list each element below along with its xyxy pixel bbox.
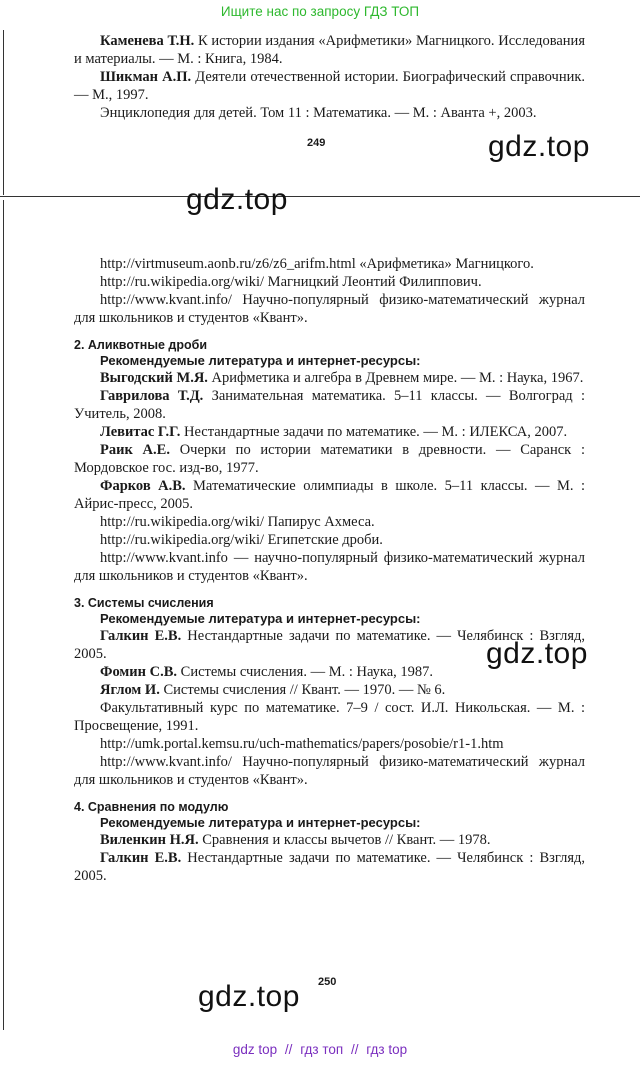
watermark: gdz.top bbox=[488, 130, 590, 163]
intro-reference-list bbox=[74, 255, 585, 327]
reference-entry bbox=[74, 369, 585, 387]
reference-author: Каменева Т.Н. bbox=[100, 33, 195, 49]
reference-entry bbox=[74, 831, 585, 849]
reference-entry bbox=[74, 477, 585, 513]
reference-text: Сравнения и классы вычетов // Квант. — 1978. bbox=[198, 832, 491, 848]
sections bbox=[74, 327, 585, 885]
reference-author: Виленкин Н.Я. bbox=[100, 832, 199, 848]
reference-entry bbox=[74, 513, 585, 531]
page-250 bbox=[74, 255, 585, 885]
reference-text: http://ru.wikipedia.org/wiki/ Папирус Ахмеса. bbox=[100, 514, 375, 530]
footer-separator: // bbox=[350, 1042, 359, 1057]
top-banner: Ищите нас по запросу ГДЗ ТОП bbox=[220, 4, 420, 19]
reference-text: Занимательная математика. 5–11 классы. — Волгоград : Учитель, 2008. bbox=[74, 388, 585, 422]
reference-text: Деятели отечественной истории. Биографический справочник. — М., 1997. bbox=[74, 69, 586, 103]
reference-author: Фомин С.В. bbox=[100, 664, 178, 680]
reference-text: http://ru.wikipedia.org/wiki/ Египетские дроби. bbox=[100, 532, 383, 548]
reference-text: Математические олимпиады в школе. 5–11 классы. — М. : Айрис-пресс, 2005. bbox=[74, 478, 586, 512]
reference-entry bbox=[74, 68, 585, 104]
reference-text: Системы счисления. — М. : Наука, 1987. bbox=[177, 664, 434, 680]
page2-left-border bbox=[3, 200, 4, 1030]
reference-text: http://umk.portal.kemsu.ru/uch-mathematics/papers/posobie/r1-1.htm bbox=[100, 736, 504, 752]
reference-author: Галкин Е.В. bbox=[100, 628, 182, 644]
reference-text: Арифметика и алгебра в Древнем мире. — М. : Наука, 1967. bbox=[207, 370, 584, 386]
footer-link-1[interactable]: gdz top bbox=[232, 1042, 278, 1057]
reference-text: Системы счисления // Квант. — 1970. — № 6. bbox=[159, 682, 446, 698]
watermark: gdz.top bbox=[186, 183, 288, 216]
reference-entry bbox=[74, 531, 585, 549]
reference-entry bbox=[74, 255, 585, 273]
section-heading: 3. Системы счисления bbox=[74, 596, 214, 610]
reference-text: http://www.kvant.info/ Научно-популярный физико-математический журнал для школьников и студентов «Квант». bbox=[74, 292, 585, 326]
footer-link-3[interactable]: гдз top bbox=[366, 1042, 408, 1057]
page-number-250: 250 bbox=[318, 976, 337, 988]
page1-reference-list bbox=[74, 32, 585, 122]
reference-entry bbox=[74, 32, 585, 68]
page-249 bbox=[74, 32, 585, 122]
watermark: gdz.top bbox=[486, 637, 588, 670]
reference-entry bbox=[74, 753, 585, 789]
footer-link-2[interactable]: гдз топ bbox=[300, 1042, 344, 1057]
watermark: gdz.top bbox=[198, 980, 300, 1013]
page1-left-border bbox=[3, 30, 4, 195]
page-divider bbox=[0, 196, 640, 197]
reference-entry bbox=[74, 104, 585, 122]
reference-author: Раик А.Е. bbox=[100, 442, 170, 458]
reference-author: Левитас Г.Г. bbox=[100, 424, 181, 440]
section-heading: 4. Сравнения по модулю bbox=[74, 800, 229, 814]
reference-author: Галкин Е.В. bbox=[100, 850, 182, 866]
reference-entry bbox=[74, 549, 585, 585]
reference-text: Нестандартные задачи по математике. — Челябинск : Взгляд, 2005. bbox=[74, 850, 585, 884]
reference-text: Нестандартные задачи по математике. — М. : ИЛЕКСА, 2007. bbox=[180, 424, 568, 440]
reference-author: Выгодский М.Я. bbox=[100, 370, 208, 386]
page-number-249: 249 bbox=[307, 137, 326, 149]
reference-text: http://virtmuseum.aonb.ru/z6/z6_arifm.html «Арифметика» Магницкого. bbox=[100, 256, 534, 272]
section-heading: 2. Аликвотные дроби bbox=[74, 338, 208, 352]
section-reference-list bbox=[74, 369, 585, 585]
reference-text: К истории издания «Арифметики» Магницкого. Исследования и материалы. — М. : Книга, 1984. bbox=[74, 33, 585, 67]
section-reference-list bbox=[74, 831, 585, 885]
footer-separator: // bbox=[284, 1042, 293, 1057]
footer-links bbox=[0, 1042, 640, 1057]
reference-entry bbox=[74, 699, 585, 735]
reference-entry bbox=[74, 441, 585, 477]
reference-entry bbox=[74, 849, 585, 885]
reference-text: http://www.kvant.info/ Научно-популярный физико-математический журнал для школьников и студентов «Квант». bbox=[74, 754, 585, 788]
reference-author: Гаврилова Т.Д. bbox=[100, 388, 204, 404]
reference-author: Шикман А.П. bbox=[100, 69, 192, 85]
section-subheading: Рекомендуемые литература и интернет-ресурсы: bbox=[100, 353, 421, 368]
reference-text: Нестандартные задачи по математике. — Челябинск : Взгляд, 2005. bbox=[74, 628, 585, 662]
reference-entry bbox=[74, 735, 585, 753]
reference-author: Фарков А.В. bbox=[100, 478, 186, 494]
reference-text: http://ru.wikipedia.org/wiki/ Магницкий Леонтий Филиппович. bbox=[100, 274, 482, 290]
reference-entry bbox=[74, 387, 585, 423]
reference-entry bbox=[74, 423, 585, 441]
reference-text: Факультативный курс по математике. 7–9 / сост. И.Л. Никольская. — М. : Просвещение, 1991. bbox=[74, 700, 585, 734]
reference-text: Энциклопедия для детей. Том 11 : Математика. — М. : Аванта +, 2003. bbox=[100, 105, 537, 121]
reference-entry bbox=[74, 291, 585, 327]
section-subheading: Рекомендуемые литература и интернет-ресурсы: bbox=[100, 815, 421, 830]
reference-entry bbox=[74, 273, 585, 291]
reference-author: Яглом И. bbox=[100, 682, 160, 698]
reference-entry bbox=[74, 681, 585, 699]
section-subheading: Рекомендуемые литература и интернет-ресурсы: bbox=[100, 611, 421, 626]
reference-text: http://www.kvant.info — научно-популярный физико-математический журнал для школьников и студентов «Квант». bbox=[74, 550, 585, 584]
reference-text: Очерки по истории математики в древности. — Саранск : Мордовское гос. изд-во, 1977. bbox=[74, 442, 585, 476]
